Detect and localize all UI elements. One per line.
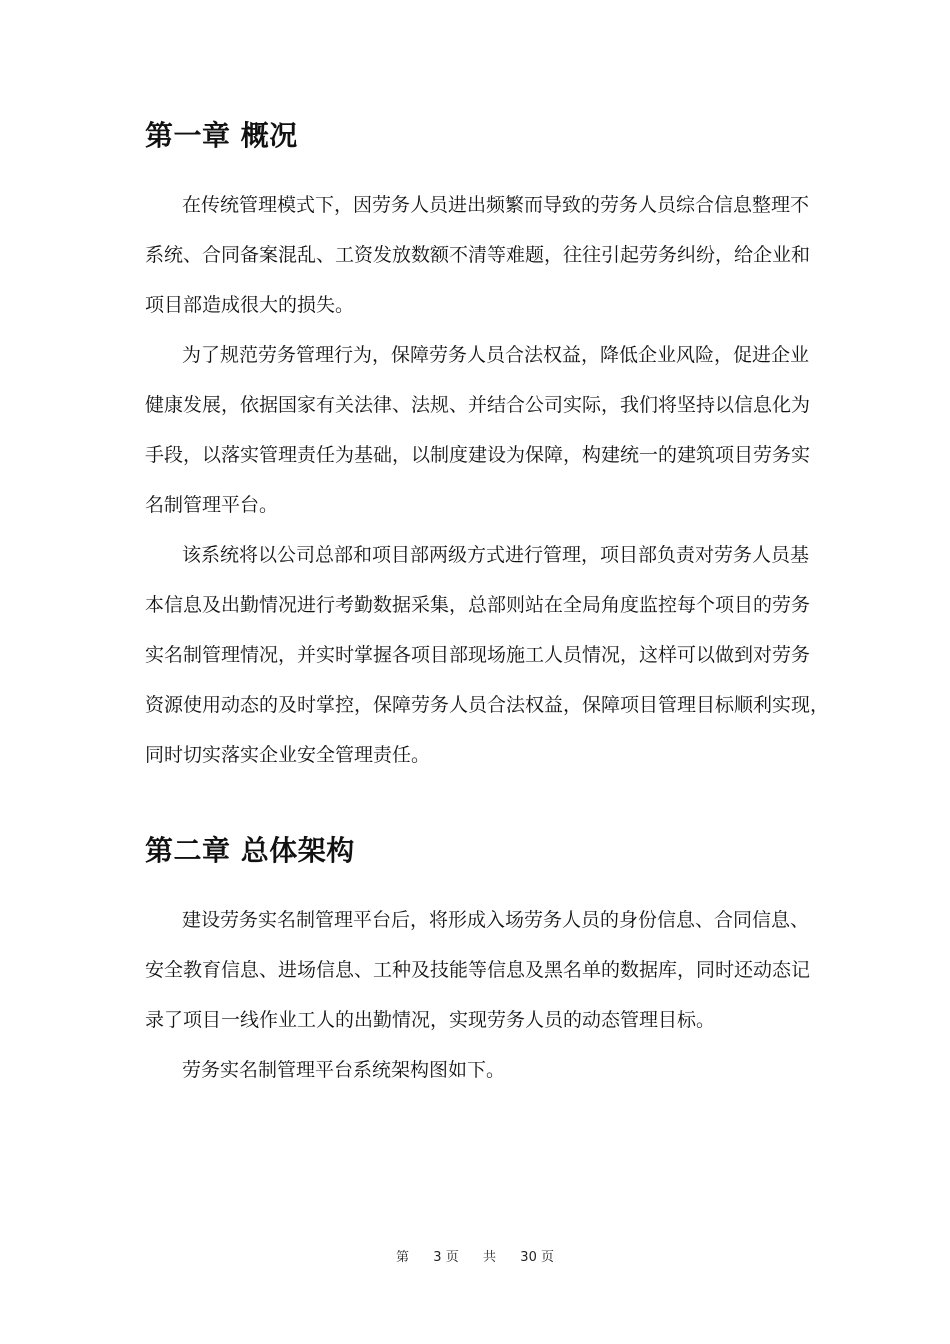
paragraph-line: 建设劳务实名制管理平台后，将形成入场劳务人员的身份信息、合同信息、 bbox=[182, 909, 810, 931]
paragraph-line: 录了项目一线作业工人的出勤情况，实现劳务人员的动态管理目标。 bbox=[145, 1009, 716, 1031]
chapter-2-paragraph-2 bbox=[145, 1045, 810, 1095]
paragraph-line: 劳务实名制管理平台系统架构图如下。 bbox=[182, 1059, 506, 1081]
paragraph-line: 该系统将以公司总部和项目部两级方式进行管理，项目部负责对劳务人员基 bbox=[182, 544, 810, 566]
chapter-1-paragraph-2 bbox=[145, 330, 810, 530]
paragraph-line: 项目部造成很大的损失。 bbox=[145, 294, 355, 316]
chapter-1-paragraph-1 bbox=[145, 180, 810, 330]
paragraph-line: 安全教育信息、进场信息、工种及技能等信息及黑名单的数据库，同时还动态记 bbox=[145, 959, 811, 981]
footer-total-suffix: 页 bbox=[540, 1250, 554, 1265]
paragraph-line: 本信息及出勤情况进行考勤数据采集，总部则站在全局角度监控每个项目的劳务 bbox=[145, 594, 811, 616]
chapter-1-title: 第一章 概况 bbox=[145, 119, 298, 152]
chapter-2-title: 第二章 总体架构 bbox=[145, 834, 355, 867]
paragraph-line: 健康发展，依据国家有关法律、法规、并结合公司实际，我们将坚持以信息化为 bbox=[145, 394, 811, 416]
footer-page-suffix: 页 bbox=[445, 1250, 459, 1265]
paragraph-line: 资源使用动态的及时掌控，保障劳务人员合法权益，保障项目管理目标顺利实现， bbox=[145, 694, 830, 716]
total-pages-number: 30 bbox=[520, 1250, 537, 1265]
paragraph-line: 同时切实落实企业安全管理责任。 bbox=[145, 744, 431, 766]
paragraph-line: 名制管理平台。 bbox=[145, 494, 279, 516]
footer-mid: 共 bbox=[483, 1250, 497, 1265]
footer-prefix: 第 bbox=[395, 1250, 409, 1265]
paragraph-line: 为了规范劳务管理行为，保障劳务人员合法权益，降低企业风险，促进企业 bbox=[182, 344, 810, 366]
paragraph-line: 实名制管理情况，并实时掌握各项目部现场施工人员情况，这样可以做到对劳务 bbox=[145, 644, 811, 666]
chapter-1-paragraph-3 bbox=[145, 530, 830, 780]
paragraph-line: 系统、合同备案混乱、工资发放数额不清等难题，往往引起劳务纠纷，给企业和 bbox=[145, 244, 811, 266]
page-footer bbox=[0, 1248, 950, 1268]
chapter-2-paragraph-1 bbox=[145, 895, 810, 1045]
paragraph-line: 手段，以落实管理责任为基础，以制度建设为保障，构建统一的建筑项目劳务实 bbox=[145, 444, 811, 466]
paragraph-line: 在传统管理模式下，因劳务人员进出频繁而导致的劳务人员综合信息整理不 bbox=[182, 194, 810, 216]
current-page-number: 3 bbox=[433, 1250, 442, 1265]
